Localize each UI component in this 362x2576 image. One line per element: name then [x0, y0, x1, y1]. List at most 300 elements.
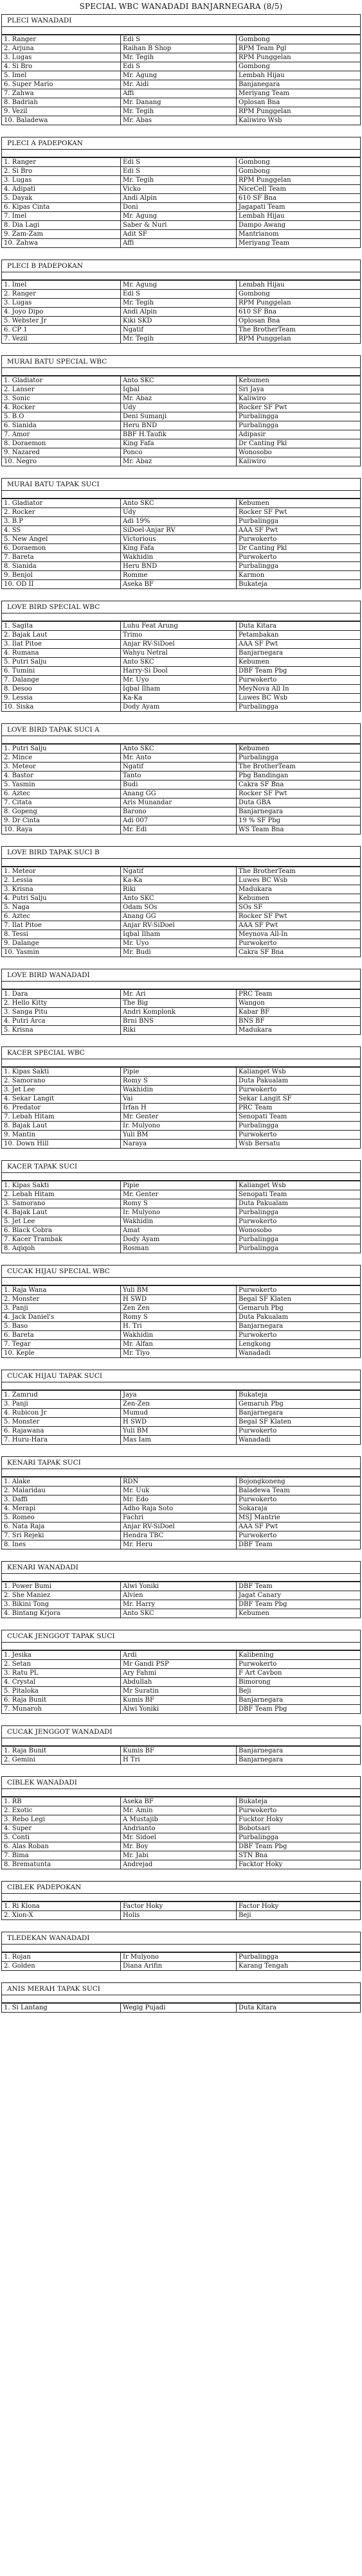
section-title: CIBLEK PADEPOKAN	[1, 1881, 361, 1894]
owner-cell: Kumis BF	[121, 1747, 237, 1756]
team-cell: Rocker SF Pwt	[237, 403, 361, 412]
bird-name-cell: 1. Power Bumi	[2, 1582, 121, 1591]
owner-cell: Aris Munandar	[121, 798, 237, 807]
owner-cell: Ir. Mulyono	[121, 1122, 237, 1131]
bird-name-cell: 6. CP 1	[2, 326, 121, 335]
owner-cell: SiDoel-Anjar RV	[121, 526, 237, 535]
table-row	[2, 1531, 361, 1540]
owner-cell: The Big	[121, 999, 237, 1008]
owner-cell: Mr. Harry	[121, 1600, 237, 1609]
team-cell: Banjarnegara	[237, 1747, 361, 1756]
team-cell: Gombong	[237, 158, 361, 167]
bird-name-cell: 2. Rocker	[2, 508, 121, 517]
owner-cell: Affi	[121, 239, 237, 248]
owner-cell: Mr. Jabi	[121, 1851, 237, 1860]
table-row	[2, 1824, 361, 1833]
team-cell: Kaliwiro Wsb	[237, 116, 361, 125]
owner-cell: Riki	[121, 885, 237, 894]
bird-name-cell: 1. Sagita	[2, 622, 121, 631]
results-table	[1, 744, 361, 834]
table-row	[2, 1113, 361, 1122]
table-row	[2, 1295, 361, 1304]
section-spacer	[0, 1920, 362, 1932]
bird-name-cell: 7. Dalange	[2, 676, 121, 685]
table-row	[2, 1953, 361, 1962]
bird-name-cell: 10. Siska	[2, 703, 121, 712]
section-blank-row	[1, 150, 361, 157]
results-table	[1, 280, 361, 344]
table-row	[2, 703, 361, 712]
team-cell: NiceCell Team	[237, 185, 361, 194]
bird-name-cell: 9. Dr Cinta	[2, 816, 121, 825]
owner-cell: Anjar RV-SiDoel	[121, 921, 237, 930]
owner-cell: Andri Komplonk	[121, 1008, 237, 1017]
owner-cell: Anto SKC	[121, 745, 237, 754]
table-row	[2, 335, 361, 344]
team-cell: Purbalingga	[237, 1244, 361, 1253]
result-section	[1, 1265, 361, 1358]
owner-cell: Iqbal	[121, 385, 237, 394]
bird-name-cell: 5. Romeo	[2, 1513, 121, 1522]
team-cell: Kebumen	[237, 658, 361, 667]
team-cell: Purbalingga	[237, 1833, 361, 1842]
bird-name-cell: 6. Predator	[2, 1104, 121, 1113]
section-blank-row	[1, 272, 361, 280]
bird-name-cell: 5. Webster Jr	[2, 317, 121, 326]
owner-cell: Mr. Anto	[121, 754, 237, 763]
table-row	[2, 158, 361, 167]
table-row	[2, 885, 361, 894]
bird-name-cell: 10. Yasmin	[2, 948, 121, 957]
bird-name-cell: 7. Huru-Hara	[2, 1436, 121, 1445]
owner-cell: Iqbal Ilham	[121, 685, 237, 694]
owner-cell: Andi Alpin	[121, 308, 237, 317]
owner-cell: Dody Ayam	[121, 1235, 237, 1244]
bird-name-cell: 6. Alas Roban	[2, 1842, 121, 1851]
table-row	[2, 1304, 361, 1313]
bird-name-cell: 4. Rocker	[2, 403, 121, 412]
owner-cell: Naraya	[121, 1140, 237, 1149]
section-blank-row	[1, 613, 361, 621]
owner-cell: Yuli BM	[121, 1286, 237, 1295]
section-blank-row	[1, 1278, 361, 1285]
bird-name-cell: 2. Setan	[2, 1660, 121, 1669]
result-section	[1, 846, 361, 957]
bird-name-cell: 1. Rojan	[2, 1953, 121, 1962]
team-cell: Jagapati Team	[237, 203, 361, 212]
table-row	[2, 1008, 361, 1017]
result-section	[1, 723, 361, 834]
table-row	[2, 421, 361, 430]
team-cell: Duta Pakualam	[237, 1313, 361, 1322]
table-row	[2, 694, 361, 703]
owner-cell: Abdullah	[121, 1678, 237, 1687]
table-row	[2, 1540, 361, 1549]
bird-name-cell: 5. Imel	[2, 71, 121, 80]
team-cell: Banjarnegara	[237, 649, 361, 658]
table-row	[2, 1199, 361, 1208]
team-cell: RPM Punggelan	[237, 176, 361, 185]
team-cell: Factor Hoky	[237, 1902, 361, 1911]
table-row	[2, 71, 361, 80]
bird-name-cell: 9. Nazared	[2, 448, 121, 457]
team-cell: Wonosobo	[237, 448, 361, 457]
bird-name-cell: 1. Ranger	[2, 158, 121, 167]
section-title: CIBLEK WANADADI	[1, 1776, 361, 1789]
bird-name-cell: 8. Bajak Laut	[2, 1122, 121, 1131]
owner-cell: Doni	[121, 203, 237, 212]
table-row	[2, 439, 361, 448]
owner-cell: Raihan B Shop	[121, 44, 237, 53]
bird-name-cell: 6. Bareta	[2, 1331, 121, 1340]
bird-name-cell: 7. Zahwa	[2, 89, 121, 98]
owner-cell: Udy	[121, 508, 237, 517]
section-blank-row	[1, 1574, 361, 1582]
team-cell: AAA SF Pwt	[237, 921, 361, 930]
bird-name-cell: 1. Gladiator	[2, 499, 121, 508]
owner-cell: Budi	[121, 781, 237, 790]
team-cell: Begal SF Klaten	[237, 1418, 361, 1427]
team-cell: Purwokerto	[237, 1495, 361, 1504]
team-cell: Karmon	[237, 571, 361, 580]
owner-cell: Mr. Aidi	[121, 80, 237, 89]
bird-name-cell: 2. Lessia	[2, 876, 121, 885]
team-cell: Bimorong	[237, 1678, 361, 1687]
table-row	[2, 1068, 361, 1077]
team-cell: Banjarnegara	[237, 807, 361, 816]
bird-name-cell: 8. Dia Lagi	[2, 221, 121, 230]
owner-cell: Anto SKC	[121, 894, 237, 903]
table-row	[2, 807, 361, 816]
owner-cell: Edi S	[121, 290, 237, 299]
team-cell: Luwes BC Wsb	[237, 876, 361, 885]
bird-name-cell: 8. Desoo	[2, 685, 121, 694]
owner-cell: Saber & Nuri	[121, 221, 237, 230]
owner-cell: Diana Arifin	[121, 1962, 237, 1971]
results-table	[1, 1582, 361, 1618]
bird-name-cell: 2. Lanser	[2, 385, 121, 394]
table-row	[2, 194, 361, 203]
result-section	[1, 969, 361, 1035]
owner-cell: Romy S	[121, 1313, 237, 1322]
owner-cell: Mr. Agung	[121, 212, 237, 221]
table-row	[2, 903, 361, 912]
bird-name-cell: 4. Bastor	[2, 772, 121, 781]
result-section	[1, 1725, 361, 1765]
table-row	[2, 62, 361, 71]
section-title: CUCAK JENGGOT TAPAK SUCI	[1, 1630, 361, 1643]
team-cell: Purbalingga	[237, 703, 361, 712]
table-row	[2, 1591, 361, 1600]
table-row	[2, 1235, 361, 1244]
result-section	[1, 1370, 361, 1445]
results-table	[1, 1650, 361, 1714]
bird-name-cell: 1. Imel	[2, 281, 121, 290]
team-cell: Meriyang Team	[237, 239, 361, 248]
section-spacer	[0, 1035, 362, 1046]
table-row	[2, 649, 361, 658]
bird-name-cell: 3. Lugas	[2, 176, 121, 185]
owner-cell: Mr. Genter	[121, 1113, 237, 1122]
table-row	[2, 2004, 361, 2013]
team-cell: Lembah Hijau	[237, 212, 361, 221]
owner-cell: Mr. Budi	[121, 948, 237, 957]
table-row	[2, 1747, 361, 1756]
bird-name-cell: 2. Monster	[2, 1295, 121, 1304]
team-cell: Lengkong	[237, 1340, 361, 1349]
owner-cell: Edi S	[121, 62, 237, 71]
results-table	[1, 1285, 361, 1358]
team-cell: RPM Punggelan	[237, 53, 361, 62]
bird-name-cell: 3. Samorano	[2, 1199, 121, 1208]
section-blank-row	[1, 736, 361, 744]
team-cell: AAA SF Pwt	[237, 640, 361, 649]
owner-cell: Trimo	[121, 631, 237, 640]
table-row	[2, 1077, 361, 1086]
section-spacer	[0, 248, 362, 260]
section-blank-row	[1, 1738, 361, 1746]
bird-name-cell: 6. Sianida	[2, 421, 121, 430]
section-spacer	[0, 1358, 362, 1370]
table-row	[2, 203, 361, 212]
table-row	[2, 1609, 361, 1618]
team-cell: Purwokerto	[237, 535, 361, 544]
team-cell: Dr Canting Pkl	[237, 439, 361, 448]
team-cell: Bukateja	[237, 580, 361, 589]
bird-name-cell: 4. Sekar Langit	[2, 1095, 121, 1104]
owner-cell: Mr Suratin	[121, 1687, 237, 1696]
section-blank-row	[1, 1643, 361, 1650]
table-row	[2, 221, 361, 230]
table-row	[2, 1806, 361, 1815]
owner-cell: Dody Ayam	[121, 703, 237, 712]
owner-cell: Ir. Mulyono	[121, 1208, 237, 1217]
table-row	[2, 1478, 361, 1486]
bird-name-cell: 2. Ranger	[2, 290, 121, 299]
table-row	[2, 1860, 361, 1869]
bird-name-cell: 3. Krisna	[2, 885, 121, 894]
section-blank-row	[1, 1945, 361, 1952]
table-row	[2, 876, 361, 885]
table-row	[2, 1244, 361, 1253]
owner-cell: Ka-Ka	[121, 876, 237, 885]
section-spacer	[0, 1253, 362, 1265]
team-cell: Purwokerto	[237, 1217, 361, 1226]
bird-name-cell: 7. Tegar	[2, 1340, 121, 1349]
table-row	[2, 1190, 361, 1199]
team-cell: Bojongkoneng	[237, 1478, 361, 1486]
table-row	[2, 385, 361, 394]
section-title: MURAI BATU TAPAK SUCI	[1, 478, 361, 491]
team-cell: Gombong	[237, 290, 361, 299]
owner-cell: Mr. Alfan	[121, 1340, 237, 1349]
bird-name-cell: 4. Rubicon Jr	[2, 1409, 121, 1418]
section-title: PLECI B PADEPOKAN	[1, 260, 361, 272]
owner-cell: Heru BND	[121, 562, 237, 571]
bird-name-cell: 7. Lebah Hitam	[2, 1113, 121, 1122]
owner-cell: Vai	[121, 1095, 237, 1104]
section-blank-row	[1, 27, 361, 35]
result-section	[1, 1456, 361, 1549]
bird-name-cell: 2. Arjuna	[2, 44, 121, 53]
team-cell: Adipasir	[237, 430, 361, 439]
table-row	[2, 1017, 361, 1026]
results-table	[1, 1901, 361, 1920]
table-row	[2, 176, 361, 185]
owner-cell: Ary Fahmi	[121, 1669, 237, 1678]
owner-cell: Mr. Danang	[121, 98, 237, 107]
team-cell: Gemaruh Pbg	[237, 1304, 361, 1313]
owner-cell: Tanto	[121, 772, 237, 781]
owner-cell: Mr. Ari	[121, 990, 237, 999]
owner-cell: Anto SKC	[121, 658, 237, 667]
team-cell: MeyNova All In	[237, 685, 361, 694]
section-spacer	[0, 589, 362, 601]
bird-name-cell: 3. Daffi	[2, 1495, 121, 1504]
bird-name-cell: 10. OD II	[2, 580, 121, 589]
bird-name-cell: 4. Si Bro	[2, 62, 121, 71]
bird-name-cell: 7. Amor	[2, 430, 121, 439]
results-table	[1, 1797, 361, 1869]
table-row	[2, 1026, 361, 1035]
section-blank-row	[1, 1382, 361, 1390]
owner-cell: Mumud	[121, 1409, 237, 1418]
owner-cell: Ngatif	[121, 326, 237, 335]
team-cell: Begal SF Klaten	[237, 1295, 361, 1304]
team-cell: Gombong	[237, 62, 361, 71]
result-section	[1, 1881, 361, 1920]
owner-cell: Anjar RV-SiDoel	[121, 1522, 237, 1531]
owner-cell: Pipie	[121, 1181, 237, 1190]
team-cell: Dampo Awang	[237, 221, 361, 230]
owner-cell: Brni BNS	[121, 1017, 237, 1026]
bird-name-cell: 8. Aqiqoh	[2, 1244, 121, 1253]
table-row	[2, 1669, 361, 1678]
team-cell: Purbalingga	[237, 1235, 361, 1244]
owner-cell: Odam SOs	[121, 903, 237, 912]
table-row	[2, 1582, 361, 1591]
table-row	[2, 1851, 361, 1860]
table-row	[2, 1687, 361, 1696]
team-cell: AAA SF Pwt	[237, 526, 361, 535]
bird-name-cell: 4. Bajak Laut	[2, 1208, 121, 1217]
owner-cell: Irfan H	[121, 1104, 237, 1113]
bird-name-cell: 3. Bikini Tong	[2, 1600, 121, 1609]
bird-name-cell: 3. Ilat Pitoe	[2, 640, 121, 649]
team-cell: Sekar Langit SF	[237, 1095, 361, 1104]
owner-cell: Andrianto	[121, 1824, 237, 1833]
table-row	[2, 553, 361, 562]
bird-name-cell: 7. Bima	[2, 1851, 121, 1860]
bird-name-cell: 4. Rumana	[2, 649, 121, 658]
owner-cell: Romme	[121, 571, 237, 580]
owner-cell: Romy S	[121, 1077, 237, 1086]
bird-name-cell: 7. Ilat Pitoe	[2, 921, 121, 930]
table-row	[2, 1131, 361, 1140]
team-cell: Kalianget Wsb	[237, 1068, 361, 1077]
table-row	[2, 1400, 361, 1409]
table-row	[2, 580, 361, 589]
team-cell: Kebumen	[237, 1609, 361, 1618]
team-cell: Rocker SF Pwt	[237, 912, 361, 921]
team-cell: Kabar BF	[237, 1008, 361, 1017]
team-cell: Pbg Bandingan	[237, 772, 361, 781]
team-cell: Purbalingga	[237, 412, 361, 421]
bird-name-cell: 5. Conti	[2, 1833, 121, 1842]
section-spacer	[0, 834, 362, 846]
bird-name-cell: 1. Putri Salju	[2, 745, 121, 754]
table-row	[2, 1427, 361, 1436]
owner-cell: Udy	[121, 403, 237, 412]
table-row	[2, 1756, 361, 1765]
team-cell: Beji	[237, 1687, 361, 1696]
bird-name-cell: 9. Benjol	[2, 571, 121, 580]
team-cell: Banjarnegara	[237, 1322, 361, 1331]
team-cell: RPM Punggelan	[237, 107, 361, 116]
result-section	[1, 1982, 361, 2013]
owner-cell: H Tri	[121, 1756, 237, 1765]
section-title: CUCAK JENGGOT WANADADI	[1, 1725, 361, 1738]
team-cell: Mantrianom	[237, 230, 361, 239]
result-section	[1, 1630, 361, 1714]
table-row	[2, 658, 361, 667]
bird-name-cell: 4. Joyo Dipo	[2, 308, 121, 317]
bird-name-cell: 3. Ratu PL	[2, 1669, 121, 1678]
table-row	[2, 308, 361, 317]
team-cell: Luwes BC Wsb	[237, 694, 361, 703]
owner-cell: Mr Gandi PSP	[121, 1660, 237, 1669]
owner-cell: Anto SKC	[121, 499, 237, 508]
bird-name-cell: 1. Dara	[2, 990, 121, 999]
team-cell: Oplosan Bna	[237, 317, 361, 326]
table-row	[2, 763, 361, 772]
bird-name-cell: 10. Baladewa	[2, 116, 121, 125]
team-cell: Kebumen	[237, 499, 361, 508]
bird-name-cell: 3. Lugas	[2, 299, 121, 308]
owner-cell: Ngatif	[121, 763, 237, 772]
owner-cell: Anang GG	[121, 790, 237, 798]
owner-cell: Barono	[121, 807, 237, 816]
table-row	[2, 44, 361, 53]
owner-cell: Deni Sumanji	[121, 412, 237, 421]
bird-name-cell: 8. Gopeng	[2, 807, 121, 816]
owner-cell: H SWD	[121, 1418, 237, 1427]
team-cell: Purwokerto	[237, 1086, 361, 1095]
table-row	[2, 394, 361, 403]
bird-name-cell: 1. Zamrud	[2, 1391, 121, 1400]
bird-name-cell: 4. Crystal	[2, 1678, 121, 1687]
team-cell: DBF Team Pbg	[237, 667, 361, 676]
bird-name-cell: 2. Exotic	[2, 1806, 121, 1815]
team-cell: The BrotherTeam	[237, 763, 361, 772]
table-row	[2, 1122, 361, 1131]
team-cell: Purwokerto	[237, 939, 361, 948]
owner-cell: Ir Mulyono	[121, 1953, 237, 1962]
section-blank-row	[1, 1789, 361, 1797]
section-blank-row	[1, 491, 361, 498]
team-cell: Purbalingga	[237, 421, 361, 430]
section-spacer	[0, 466, 362, 478]
team-cell: Beji	[237, 1911, 361, 1920]
owner-cell: Jaya	[121, 1391, 237, 1400]
owner-cell: Aseka BF	[121, 1797, 237, 1806]
bird-name-cell: 6. Raja Bunit	[2, 1696, 121, 1705]
owner-cell: Aseka BF	[121, 580, 237, 589]
bird-name-cell: 10. Keple	[2, 1349, 121, 1358]
team-cell: Gemaruh Pbg	[237, 1400, 361, 1409]
bird-name-cell: 1. Kipas Sakti	[2, 1181, 121, 1190]
table-row	[2, 448, 361, 457]
